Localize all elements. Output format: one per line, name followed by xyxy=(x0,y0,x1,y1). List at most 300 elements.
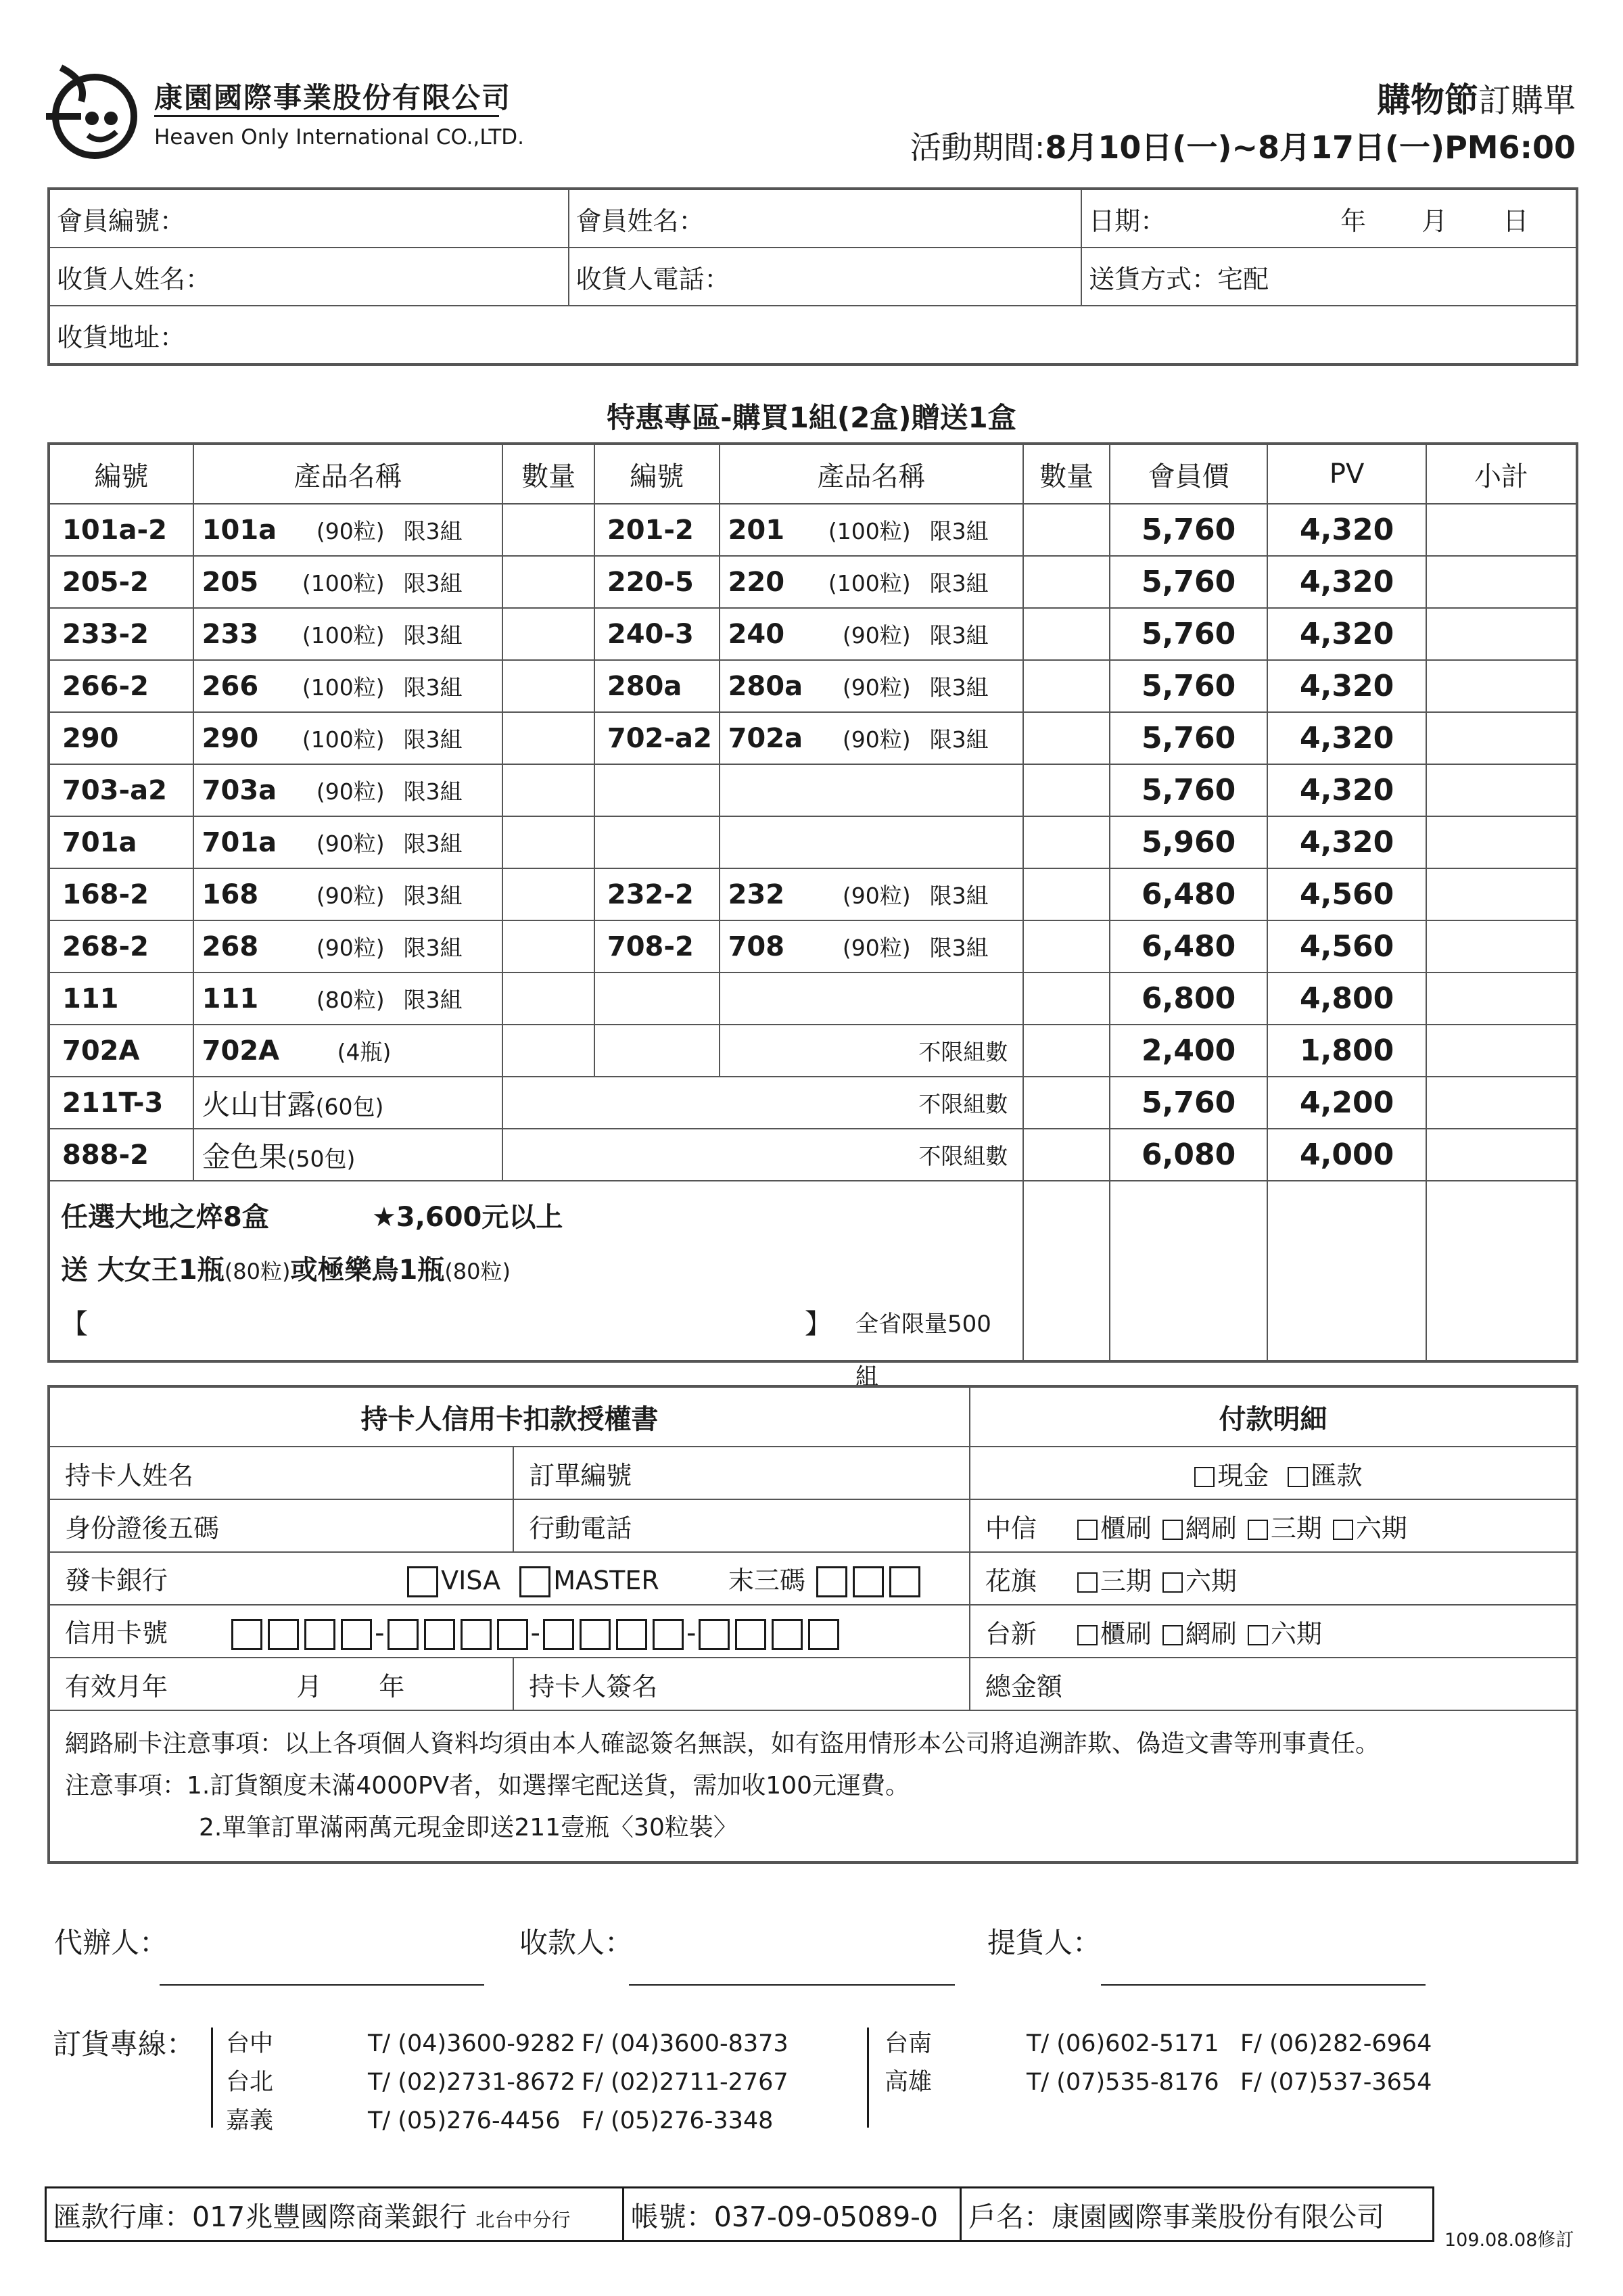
product-code: 702-a2 xyxy=(594,712,720,764)
bank-label: 匯款行庫： xyxy=(53,2200,192,2233)
subtotal-input[interactable] xyxy=(1426,712,1577,764)
member-price: 6,800 xyxy=(1110,973,1268,1025)
payment-option-label: 三期 xyxy=(1270,1513,1322,1543)
quantity-input[interactable] xyxy=(502,608,594,660)
order-no-field[interactable]: 訂單編號 xyxy=(513,1447,970,1499)
product-size: (90粒) xyxy=(842,935,911,961)
product-code: 703-a2 xyxy=(49,764,193,816)
product-name-cell xyxy=(193,556,503,608)
product-name-cell xyxy=(720,608,1024,660)
quantity-input[interactable] xyxy=(1023,868,1110,920)
table-row xyxy=(49,608,1577,660)
product-name: 708 xyxy=(728,931,785,962)
recipient-name-field[interactable]: 收貨人姓名： xyxy=(49,248,569,306)
table-row xyxy=(49,1025,1577,1077)
form-title xyxy=(1377,73,1576,122)
product-name-cell xyxy=(193,920,503,973)
product-name-cell xyxy=(720,920,1024,973)
product-code: 888-2 xyxy=(49,1129,193,1181)
product-limit: 限3組 xyxy=(929,570,989,596)
digit-box[interactable] xyxy=(497,1619,528,1650)
table-row xyxy=(49,1129,1577,1181)
product-name-cell xyxy=(193,764,503,816)
product-name-cell xyxy=(720,764,1024,816)
product-size: (90粒) xyxy=(316,935,385,961)
product-name: 280a xyxy=(728,671,803,702)
digit-box[interactable] xyxy=(735,1619,766,1650)
table-row xyxy=(49,712,1577,764)
hotline-fax: F/ (05)276-3348 xyxy=(582,2107,774,2134)
product-name-cell xyxy=(193,1077,503,1129)
member-price: 5,960 xyxy=(1110,816,1268,868)
product-code: 168-2 xyxy=(49,868,193,920)
payment-option-label: 櫃刷 xyxy=(1100,1513,1152,1543)
master-checkbox[interactable] xyxy=(519,1566,550,1597)
product-name: 220 xyxy=(728,567,785,598)
table-row xyxy=(49,764,1577,816)
product-code: 233-2 xyxy=(49,608,193,660)
id-last5-field[interactable]: 身份證後五碼 xyxy=(49,1499,513,1552)
quantity-input[interactable] xyxy=(1023,556,1110,608)
product-size: (90粒) xyxy=(316,883,385,909)
digit-box[interactable] xyxy=(231,1619,262,1650)
bank-option-row xyxy=(970,1499,1577,1552)
table-row xyxy=(49,1077,1577,1129)
payee-signature-line[interactable] xyxy=(629,1984,955,1986)
digit-box[interactable] xyxy=(616,1619,647,1650)
bank-name: 中信 xyxy=(985,1513,1037,1543)
payment-option-checkbox[interactable] xyxy=(1248,1625,1268,1645)
date-day: 日 xyxy=(1503,206,1529,236)
quantity-input[interactable] xyxy=(1023,920,1110,973)
member-price: 5,760 xyxy=(1110,660,1268,712)
col-code-header: 編號 xyxy=(594,444,720,504)
product-limit: 限3組 xyxy=(929,935,989,961)
product-limit: 限3組 xyxy=(403,778,463,805)
payment-option-label: 六期 xyxy=(1270,1618,1322,1649)
date-label: 日期： xyxy=(1089,206,1167,236)
picker-label: 提貨人： xyxy=(987,1926,1102,1959)
pv-value: 4,320 xyxy=(1267,660,1426,712)
bank-name: 017兆豐國際商業銀行 xyxy=(192,2200,467,2233)
quantity-input[interactable] xyxy=(1023,1129,1110,1181)
subtotal-input[interactable] xyxy=(1426,868,1577,920)
hotline-tel: T/ (04)3600-9282 xyxy=(368,2030,575,2057)
picker-signature-line[interactable] xyxy=(1101,1984,1426,1986)
mobile-field[interactable]: 行動電話 xyxy=(513,1499,970,1552)
product-limit: 限3組 xyxy=(403,674,463,701)
product-size: (100粒) xyxy=(302,570,385,596)
hotline-row xyxy=(226,2025,789,2063)
card-no-row xyxy=(49,1605,970,1658)
pv-value: 4,320 xyxy=(1267,608,1426,660)
digit-box[interactable] xyxy=(808,1619,839,1650)
product-size: (80粒) xyxy=(316,987,385,1013)
payment-option-checkbox[interactable] xyxy=(1162,1572,1183,1593)
quantity-input[interactable] xyxy=(502,504,594,556)
pv-value: 4,560 xyxy=(1267,868,1426,920)
company-name-en: Heaven Only International CO.,LTD. xyxy=(154,125,525,149)
remit-checkbox[interactable] xyxy=(1288,1467,1308,1487)
pv-value: 4,320 xyxy=(1267,712,1426,764)
col-pv-header: PV xyxy=(1267,444,1426,504)
product-name: 201 xyxy=(728,515,785,546)
subtotal-input[interactable] xyxy=(1426,764,1577,816)
product-code xyxy=(594,973,720,1025)
product-limit: 限3組 xyxy=(403,518,463,544)
promo-bracket-close: 】 xyxy=(805,1309,832,1340)
product-name: 金色果 xyxy=(202,1140,287,1173)
promo-row xyxy=(49,1181,1577,1361)
hotline-row xyxy=(885,2025,1432,2063)
product-name: 火山甘露 xyxy=(202,1087,316,1121)
digit-box[interactable] xyxy=(699,1619,730,1650)
header-divider xyxy=(154,115,499,117)
holder-name: 康園國際事業股份有限公司 xyxy=(1052,2200,1385,2233)
pv-value: 4,320 xyxy=(1267,816,1426,868)
product-name-cell xyxy=(193,660,503,712)
quantity-input[interactable] xyxy=(502,660,594,712)
hotline-tel: T/ (06)602-5171 xyxy=(1027,2030,1219,2057)
pv-value: 4,800 xyxy=(1267,973,1426,1025)
hotline-city: 台南 xyxy=(885,2030,933,2057)
product-name: 205 xyxy=(202,567,259,598)
hotline-tel: T/ (05)276-4456 xyxy=(368,2107,561,2134)
product-code: 266-2 xyxy=(49,660,193,712)
product-code: 201-2 xyxy=(594,504,720,556)
bank-option-row xyxy=(970,1605,1577,1658)
member-name-field[interactable]: 會員姓名： xyxy=(569,189,1082,248)
quantity-input[interactable] xyxy=(1023,973,1110,1025)
digit-box[interactable] xyxy=(889,1566,920,1597)
member-no-field[interactable]: 會員編號： xyxy=(49,189,569,248)
digit-box[interactable] xyxy=(853,1566,884,1597)
master-label: MASTER xyxy=(553,1565,659,1595)
quantity-input[interactable] xyxy=(502,1025,594,1077)
cash-label: 現金 xyxy=(1217,1460,1269,1491)
agent-signature-line[interactable] xyxy=(160,1984,484,1986)
product-size: (90粒) xyxy=(842,883,911,909)
hotline-city: 高雄 xyxy=(885,2069,933,2096)
product-code: 268-2 xyxy=(49,920,193,973)
product-code: 240-3 xyxy=(594,608,720,660)
member-price: 5,760 xyxy=(1110,764,1268,816)
empty-cell xyxy=(1267,1181,1426,1361)
table-row xyxy=(49,868,1577,920)
product-limit: 限3組 xyxy=(929,622,989,649)
promo-line xyxy=(61,1298,1012,1390)
digit-box[interactable] xyxy=(580,1619,611,1650)
hotline-tel: T/ (02)2731-8672 xyxy=(368,2069,575,2096)
payment-option-checkbox[interactable] xyxy=(1248,1520,1268,1540)
product-code: 280a xyxy=(594,660,720,712)
subtotal-input[interactable] xyxy=(1426,504,1577,556)
quantity-input[interactable] xyxy=(1023,764,1110,816)
quantity-input[interactable] xyxy=(1023,712,1110,764)
payee-label: 收款人： xyxy=(519,1926,634,1959)
payment-option-checkbox[interactable] xyxy=(1077,1625,1098,1645)
hotline-row xyxy=(226,2063,789,2102)
card-auth-table xyxy=(47,1385,1578,1864)
member-price: 5,760 xyxy=(1110,608,1268,660)
member-price: 6,080 xyxy=(1110,1129,1268,1181)
subtotal-input[interactable] xyxy=(1426,1129,1577,1181)
unlimited-note: 不限組數 xyxy=(502,1129,1023,1181)
product-code: 211T-3 xyxy=(49,1077,193,1129)
product-code: 290 xyxy=(49,712,193,764)
payment-option-checkbox[interactable] xyxy=(1162,1520,1183,1540)
pv-value: 1,800 xyxy=(1267,1025,1426,1077)
product-size: (50包) xyxy=(287,1145,356,1172)
hotline-row xyxy=(226,2102,789,2140)
subtotal-input[interactable] xyxy=(1426,608,1577,660)
product-name-cell xyxy=(720,973,1024,1025)
date-month: 月 xyxy=(1421,206,1448,236)
holder-cell xyxy=(961,2188,1434,2241)
dash-separator: - xyxy=(375,1617,385,1649)
product-limit: 限3組 xyxy=(403,726,463,753)
digit-box[interactable] xyxy=(653,1619,684,1650)
issuer-row xyxy=(49,1552,970,1605)
pv-value: 4,320 xyxy=(1267,556,1426,608)
quantity-input[interactable] xyxy=(1023,1025,1110,1077)
expiry-year: 年 xyxy=(379,1671,405,1702)
product-name-cell xyxy=(720,816,1024,868)
payment-option-label: 六期 xyxy=(1185,1566,1237,1596)
visa-label: VISA xyxy=(441,1565,501,1595)
product-size: (100粒) xyxy=(302,726,385,753)
expiry-month: 月 xyxy=(296,1671,323,1702)
product-name: 111 xyxy=(202,983,259,1014)
cash-remit-options xyxy=(970,1447,1577,1499)
agent-label: 代辦人： xyxy=(54,1926,168,1959)
digit-box[interactable] xyxy=(816,1566,847,1597)
hotline-fax: F/ (06)282-6964 xyxy=(1240,2030,1432,2057)
holder-label: 戶名： xyxy=(968,2200,1052,2233)
hotline-city: 台中 xyxy=(226,2030,274,2057)
quantity-input[interactable] xyxy=(1023,608,1110,660)
card-auth-title: 持卡人信用卡扣款授權書 xyxy=(49,1386,970,1447)
product-name: 101a xyxy=(202,515,277,546)
product-limit: 限3組 xyxy=(929,883,989,909)
product-name-cell xyxy=(193,608,503,660)
account-label: 帳號： xyxy=(630,2200,714,2233)
note-line: 注意事項：1.訂貨額度未滿4000PV者，如選擇宅配送貨，需加收100元運費。 xyxy=(65,1772,910,1800)
payment-option-checkbox[interactable] xyxy=(1162,1625,1183,1645)
hotline-fax: F/ (04)3600-8373 xyxy=(582,2030,789,2057)
hotline-row xyxy=(885,2063,1432,2102)
payment-option-checkbox[interactable] xyxy=(1077,1572,1098,1593)
col-name-header: 產品名稱 xyxy=(720,444,1024,504)
product-name: 232 xyxy=(728,879,785,910)
product-size: (90粒) xyxy=(316,778,385,805)
promo-bracket-open: 【 xyxy=(61,1309,88,1340)
campaign-period xyxy=(910,123,1576,168)
company-name-zh: 康園國際事業股份有限公司 xyxy=(154,81,512,114)
hotline-fax: F/ (07)537-3654 xyxy=(1240,2069,1432,2096)
hotline-fax: F/ (02)2711-2767 xyxy=(582,2069,789,2096)
member-price: 6,480 xyxy=(1110,920,1268,973)
pv-value: 4,320 xyxy=(1267,764,1426,816)
quantity-input[interactable] xyxy=(502,764,594,816)
quantity-input[interactable] xyxy=(502,868,594,920)
product-table xyxy=(47,442,1578,1390)
product-name: 233 xyxy=(202,619,259,650)
col-name-header: 產品名稱 xyxy=(193,444,503,504)
period-label: 活動期間: xyxy=(910,129,1045,166)
digit-box[interactable] xyxy=(341,1619,372,1650)
bank-name: 花旗 xyxy=(985,1566,1037,1596)
product-name: 290 xyxy=(202,723,259,754)
last3-label: 末三碼 xyxy=(728,1565,805,1595)
last3-input[interactable] xyxy=(814,1566,923,1595)
holder-name-field[interactable]: 持卡人姓名 xyxy=(49,1447,513,1499)
promo-gift-size: (80粒) xyxy=(444,1259,511,1284)
signature-field[interactable]: 持卡人簽名 xyxy=(513,1658,970,1710)
product-limit: 限3組 xyxy=(929,726,989,753)
subtotal-input[interactable] xyxy=(1426,920,1577,973)
payment-option-label: 櫃刷 xyxy=(1100,1618,1152,1649)
member-price: 6,480 xyxy=(1110,868,1268,920)
bank-branch: 北台中分行 xyxy=(475,2208,571,2231)
quantity-input[interactable] xyxy=(502,816,594,868)
member-price: 5,760 xyxy=(1110,504,1268,556)
table-row xyxy=(49,556,1577,608)
bank-name: 台新 xyxy=(985,1618,1037,1649)
product-name-cell xyxy=(193,504,503,556)
product-name: 703a xyxy=(202,775,277,806)
product-size: (90粒) xyxy=(316,830,385,857)
digit-box[interactable] xyxy=(424,1619,455,1650)
promo-line xyxy=(61,1191,1012,1244)
promo-limit: 全省限量500組 xyxy=(855,1311,991,1390)
quantity-input[interactable] xyxy=(1023,660,1110,712)
quantity-input[interactable] xyxy=(502,556,594,608)
card-no-input[interactable] xyxy=(229,1618,842,1648)
digit-box[interactable] xyxy=(387,1619,419,1650)
promo-threshold: ★3,600元以上 xyxy=(372,1202,563,1233)
product-size: (100粒) xyxy=(302,674,385,701)
expiry-field[interactable] xyxy=(49,1658,513,1710)
promo-line xyxy=(61,1244,1012,1298)
title-sub: 訂購單 xyxy=(1478,82,1576,120)
expiry-label: 有效月年 xyxy=(65,1671,168,1702)
subtotal-input[interactable] xyxy=(1426,556,1577,608)
note-line: 2.單筆訂單滿兩萬元現金即送211壹瓶〈30粒裝〉 xyxy=(199,1814,738,1842)
revision-date: 109.08.08修訂 xyxy=(1444,2230,1574,2251)
quantity-input[interactable] xyxy=(1023,1181,1110,1361)
table-row xyxy=(49,973,1577,1025)
product-name: 266 xyxy=(202,671,259,702)
dash-separator: - xyxy=(530,1617,540,1649)
subtotal-input[interactable] xyxy=(1426,973,1577,1025)
quantity-input[interactable] xyxy=(1023,504,1110,556)
digit-box[interactable] xyxy=(772,1619,803,1650)
product-size: (90粒) xyxy=(842,726,911,753)
subtotal-input[interactable] xyxy=(1426,660,1577,712)
product-name: 268 xyxy=(202,931,259,962)
title-main: 購物節 xyxy=(1376,80,1478,120)
recipient-phone-field[interactable]: 收貨人電話： xyxy=(569,248,1082,306)
remit-label: 匯款 xyxy=(1311,1460,1363,1491)
product-name: 168 xyxy=(202,879,259,910)
product-code: 220-5 xyxy=(594,556,720,608)
date-field[interactable] xyxy=(1081,189,1577,248)
product-limit: 限3組 xyxy=(403,570,463,596)
digit-box[interactable] xyxy=(268,1619,299,1650)
payment-option-checkbox[interactable] xyxy=(1077,1520,1098,1540)
quantity-input[interactable] xyxy=(1023,816,1110,868)
promo-offer: 任選大地之焠8盒 xyxy=(61,1202,269,1233)
member-price: 5,760 xyxy=(1110,556,1268,608)
digit-box[interactable] xyxy=(461,1619,492,1650)
table-row xyxy=(49,816,1577,868)
product-name-cell xyxy=(720,868,1024,920)
product-name-cell xyxy=(193,712,503,764)
subtotal-input[interactable] xyxy=(1426,1025,1577,1077)
product-limit: 限3組 xyxy=(403,935,463,961)
quantity-input[interactable] xyxy=(1023,1077,1110,1129)
quantity-input[interactable] xyxy=(502,920,594,973)
subtotal-input[interactable] xyxy=(1426,1077,1577,1129)
hotline-divider xyxy=(867,2028,869,2128)
visa-checkbox[interactable] xyxy=(407,1566,438,1597)
digit-box[interactable] xyxy=(543,1619,574,1650)
empty-cell xyxy=(594,1025,720,1077)
col-subtotal-header: 小計 xyxy=(1426,444,1577,504)
product-limit: 限3組 xyxy=(403,883,463,909)
bank-name-cell xyxy=(46,2188,624,2241)
product-size: (4瓶) xyxy=(337,1039,392,1065)
subtotal-input[interactable] xyxy=(1426,1181,1577,1361)
product-limit: 限3組 xyxy=(403,987,463,1013)
product-size: (100粒) xyxy=(302,622,385,649)
payment-option-label: 網刷 xyxy=(1185,1513,1237,1543)
hotline-city: 嘉義 xyxy=(226,2107,274,2134)
card-no-label: 信用卡號 xyxy=(65,1618,168,1648)
product-name-cell xyxy=(193,816,503,868)
table-row xyxy=(49,504,1577,556)
product-name: 240 xyxy=(728,619,785,650)
payment-option-label: 網刷 xyxy=(1185,1618,1237,1649)
pv-value: 4,200 xyxy=(1267,1077,1426,1129)
payment-title: 付款明細 xyxy=(970,1386,1577,1447)
hotline-divider xyxy=(211,2028,213,2128)
payment-option-label: 三期 xyxy=(1100,1566,1152,1596)
subtotal-input[interactable] xyxy=(1426,816,1577,868)
quantity-input[interactable] xyxy=(502,712,594,764)
total-amount-field[interactable]: 總金額 xyxy=(970,1658,1577,1710)
quantity-input[interactable] xyxy=(502,973,594,1025)
cash-checkbox[interactable] xyxy=(1194,1467,1215,1487)
payment-option-checkbox[interactable] xyxy=(1333,1520,1353,1540)
product-name-cell xyxy=(193,868,503,920)
product-code: 701a xyxy=(49,816,193,868)
hotline-city: 台北 xyxy=(226,2069,274,2096)
product-limit: 限3組 xyxy=(929,518,989,544)
period-value: 8月10日(一)~8月17日(一)PM6:00 xyxy=(1045,129,1576,166)
address-field[interactable]: 收貨地址： xyxy=(49,306,1577,365)
product-code: 205-2 xyxy=(49,556,193,608)
digit-box[interactable] xyxy=(304,1619,335,1650)
note-line: 網路刷卡注意事項：以上各項個人資料均須由本人確認簽名無誤，如有盜用情形本公司將追溯詐欺、偽造文書等刑事責任。 xyxy=(65,1730,1380,1758)
pv-value: 4,560 xyxy=(1267,920,1426,973)
unlimited-note: 不限組數 xyxy=(720,1025,1024,1077)
promo-gift-size: (80粒) xyxy=(224,1259,291,1284)
hotline-list-left xyxy=(226,2025,789,2140)
delivery-method-field[interactable]: 送貨方式：宅配 xyxy=(1081,248,1577,306)
account-cell xyxy=(623,2188,960,2241)
